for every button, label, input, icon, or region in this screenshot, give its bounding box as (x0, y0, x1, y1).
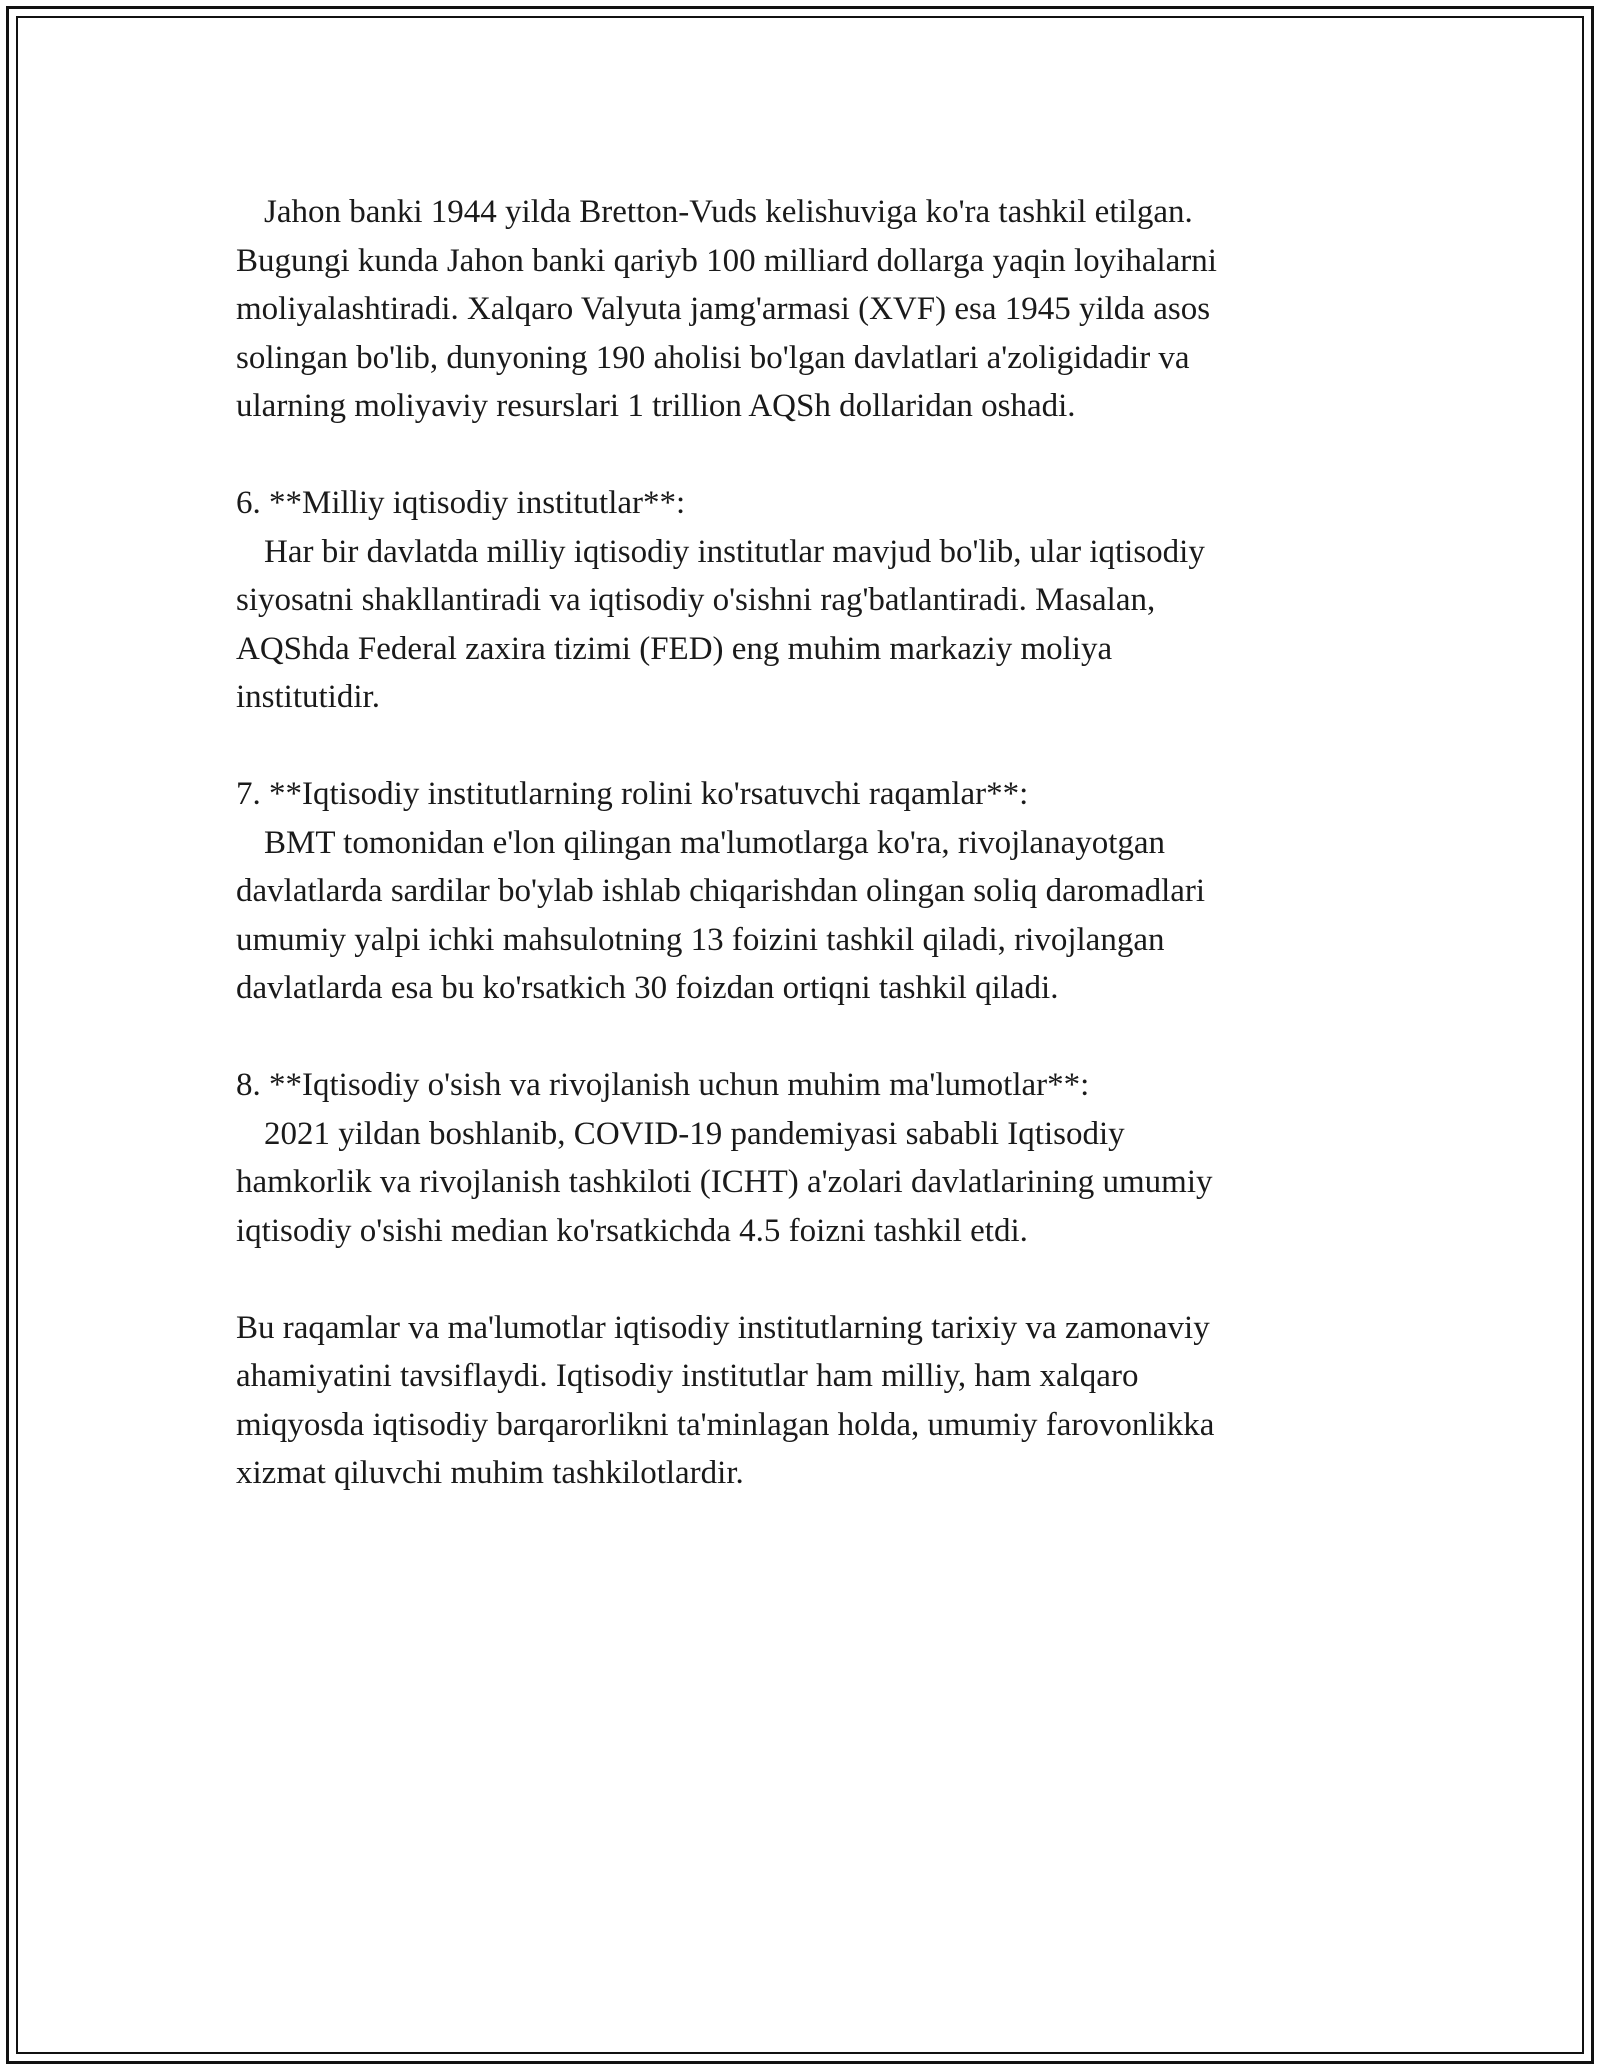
text-line: hamkorlik va rivojlanish tashkiloti (ICHT) a'zolari davlatlarining umumiy (236, 1164, 1213, 1200)
section-heading: 8. **Iqtisodiy o'sish va rivojlanish uchun muhim ma'lumotlar**: (236, 1067, 1090, 1103)
section-7 (236, 770, 1366, 1013)
text-line: Har bir davlatda milliy iqtisodiy institutlar mavjud bo'lib, ular iqtisodiy (264, 533, 1205, 570)
text-line: umumiy yalpi ichki mahsulotning 13 foizini tashkil qiladi, rivojlangan (236, 921, 1165, 958)
text-line: moliyalashtiradi. Xalqaro Valyuta jamg'armasi (XVF) esa 1945 yilda asos (236, 291, 1211, 327)
text-line: xizmat qiluvchi muhim tashkilotlardir. (236, 1455, 744, 1491)
text-line: ahamiyatini tavsiflaydi. Iqtisodiy institutlar ham milliy, ham xalqaro (236, 1358, 1139, 1394)
text-line: iqtisodiy o'sishi median ko'rsatkichda 4.5 foizni tashkil etdi. (236, 1212, 1028, 1249)
section-heading: 7. **Iqtisodiy institutlarning rolini ko'rsatuvchi raqamlar**: (236, 776, 1029, 812)
conclusion-paragraph (236, 1304, 1366, 1498)
text-line: davlatlarda esa bu ko'rsatkich 30 foizdan ortiqni tashkil qiladi. (236, 970, 1059, 1006)
section-8 (236, 1061, 1366, 1255)
text-line: davlatlarda sardilar bo'ylab ishlab chiqarishdan olingan soliq daromadlari (236, 873, 1206, 909)
section-heading: 6. **Milliy iqtisodiy institutlar**: (236, 485, 686, 521)
text-line: 2021 yildan boshlanib, COVID-19 pandemiyasi sababli Iqtisodiy (264, 1115, 1125, 1152)
text-line: institutidir. (236, 679, 380, 715)
text-line: BMT tomonidan e'lon qilingan ma'lumotlarga ko'ra, rivojlanayotgan (264, 824, 1166, 861)
text-line: miqyosda iqtisodiy barqarorlikni ta'minlagan holda, umumiy farovonlikka (236, 1406, 1215, 1443)
text-line: Bugungi kunda Jahon banki qariyb 100 milliard dollarga yaqin loyihalarni (236, 242, 1217, 279)
text-line: siyosatni shakllantiradi va iqtisodiy o'sishni rag'batlantiradi. Masalan, (236, 582, 1156, 618)
document-body (236, 188, 1366, 1546)
text-line: Jahon banki 1944 yilda Bretton-Vuds kelishuviga ko'ra tashkil etilgan. (264, 194, 1193, 230)
text-line: AQShda Federal zaxira tizimi (FED) eng muhim markaziy moliya (236, 630, 1113, 667)
text-line: Bu raqamlar va ma'lumotlar iqtisodiy institutlarning tarixiy va zamonaviy (236, 1309, 1210, 1346)
intro-paragraph (236, 188, 1366, 431)
section-6 (236, 479, 1366, 722)
text-line: solingan bo'lib, dunyoning 190 aholisi bo'lgan davlatlari a'zoligidadir va (236, 339, 1190, 376)
text-line: ularning moliyaviy resurslari 1 trillion AQSh dollaridan oshadi. (236, 388, 1076, 424)
